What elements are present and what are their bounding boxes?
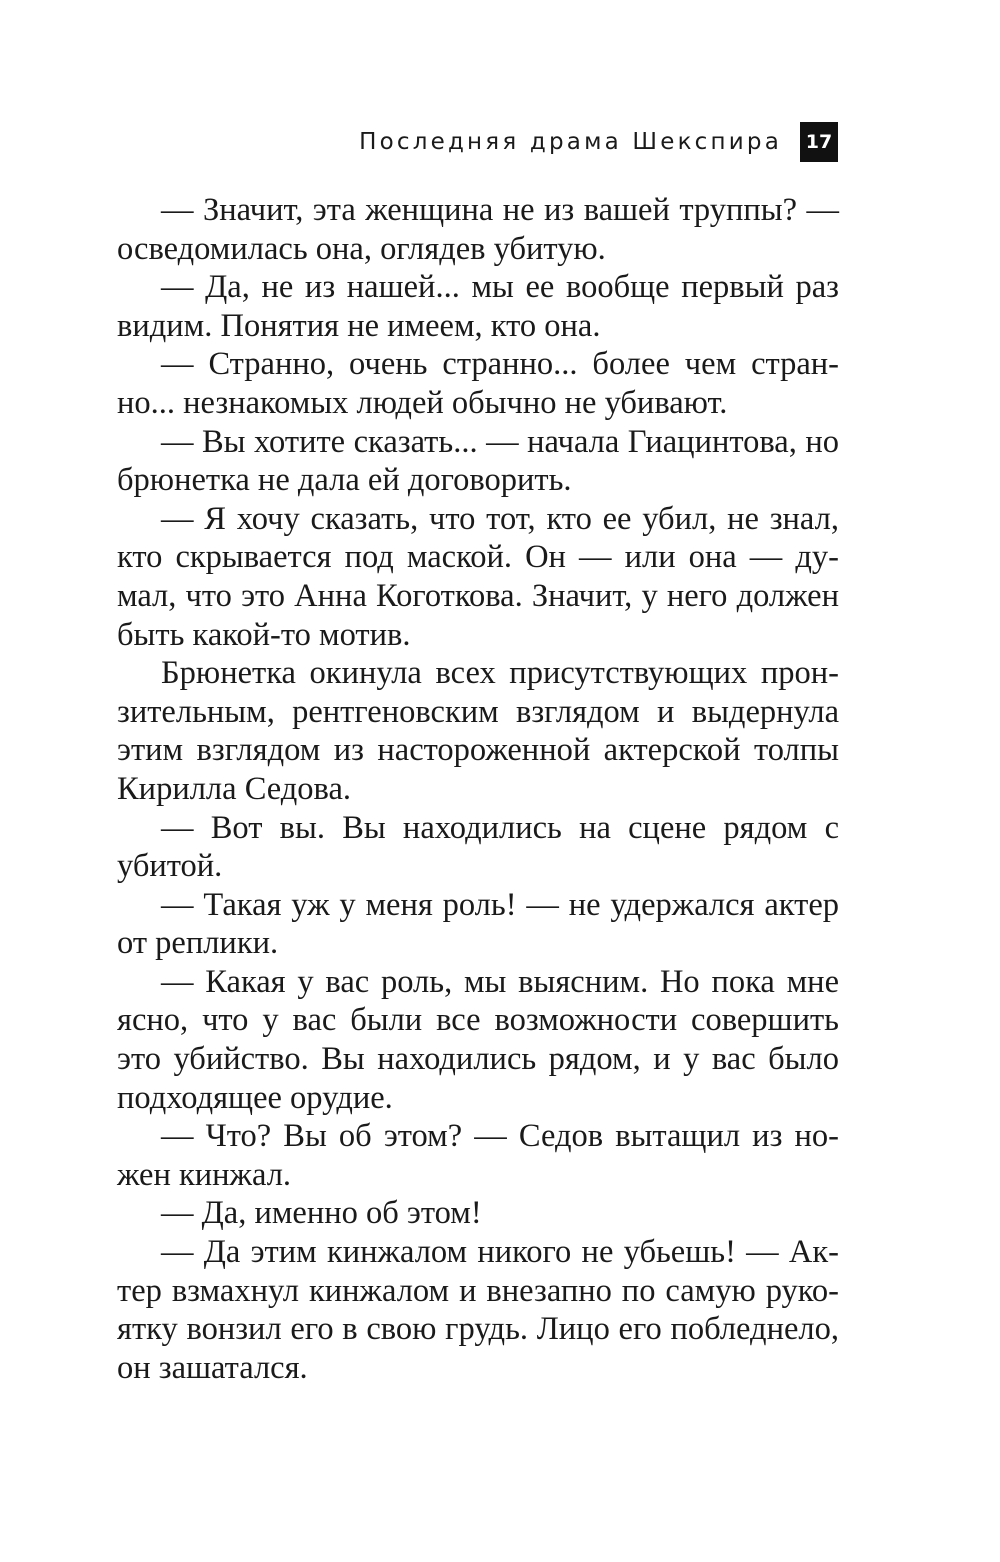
paragraph: — Какая у вас роль, мы выясним. Но пока мне ясно, что у вас были все возможности совершить это убийство. Вы находились рядом, и у вас было подходящее орудие.	[117, 963, 839, 1116]
paragraph: — Такая уж у меня роль! — не удержался актер от реплики.	[117, 886, 839, 962]
page-number: 17	[800, 122, 838, 162]
paragraph: — Я хочу сказать, что тот, кто ее убил, не знал, кто скрывается под маской. Он — или она — думал, что это Анна Коготкова. Значит, у него должен быть какой-то мотив.	[117, 500, 839, 653]
paragraph: — Да, именно об этом!	[161, 1195, 482, 1232]
paragraph: — Да, не из нашей... мы ее вообще первый раз видим. Понятия не имеем, кто она.	[117, 269, 839, 344]
paragraph: — Странно, очень странно... более чем странно... незнакомых людей обычно не убивают.	[117, 346, 839, 421]
paragraph: — Да этим кинжалом никого не убьешь! — Актер взмахнул кинжалом и внезапно по самую рукоятку вонзил его в свою грудь. Лицо его побледнело, он зашатался.	[117, 1234, 839, 1386]
paragraph: — Вот вы. Вы находились на сцене рядом с убитой.	[117, 809, 839, 885]
running-title: Последняя драма Шекспира	[359, 129, 782, 155]
text-body	[117, 191, 839, 1387]
paragraph: Брюнетка окинула всех присутствующих пронзительным, рентгеновским взглядом и выдернула этим взглядом из настороженной актерской толпы Кирилла Седова.	[117, 655, 839, 807]
paragraph: — Значит, эта женщина не из вашей труппы? — осведомилась она, оглядев убитую.	[117, 192, 839, 267]
paragraph: — Что? Вы об этом? — Седов вытащил из ножен кинжал.	[117, 1118, 839, 1193]
running-header	[0, 122, 838, 162]
paragraph: — Вы хотите сказать... — начала Гиацинтова, но брюнетка не дала ей договорить.	[117, 423, 839, 499]
